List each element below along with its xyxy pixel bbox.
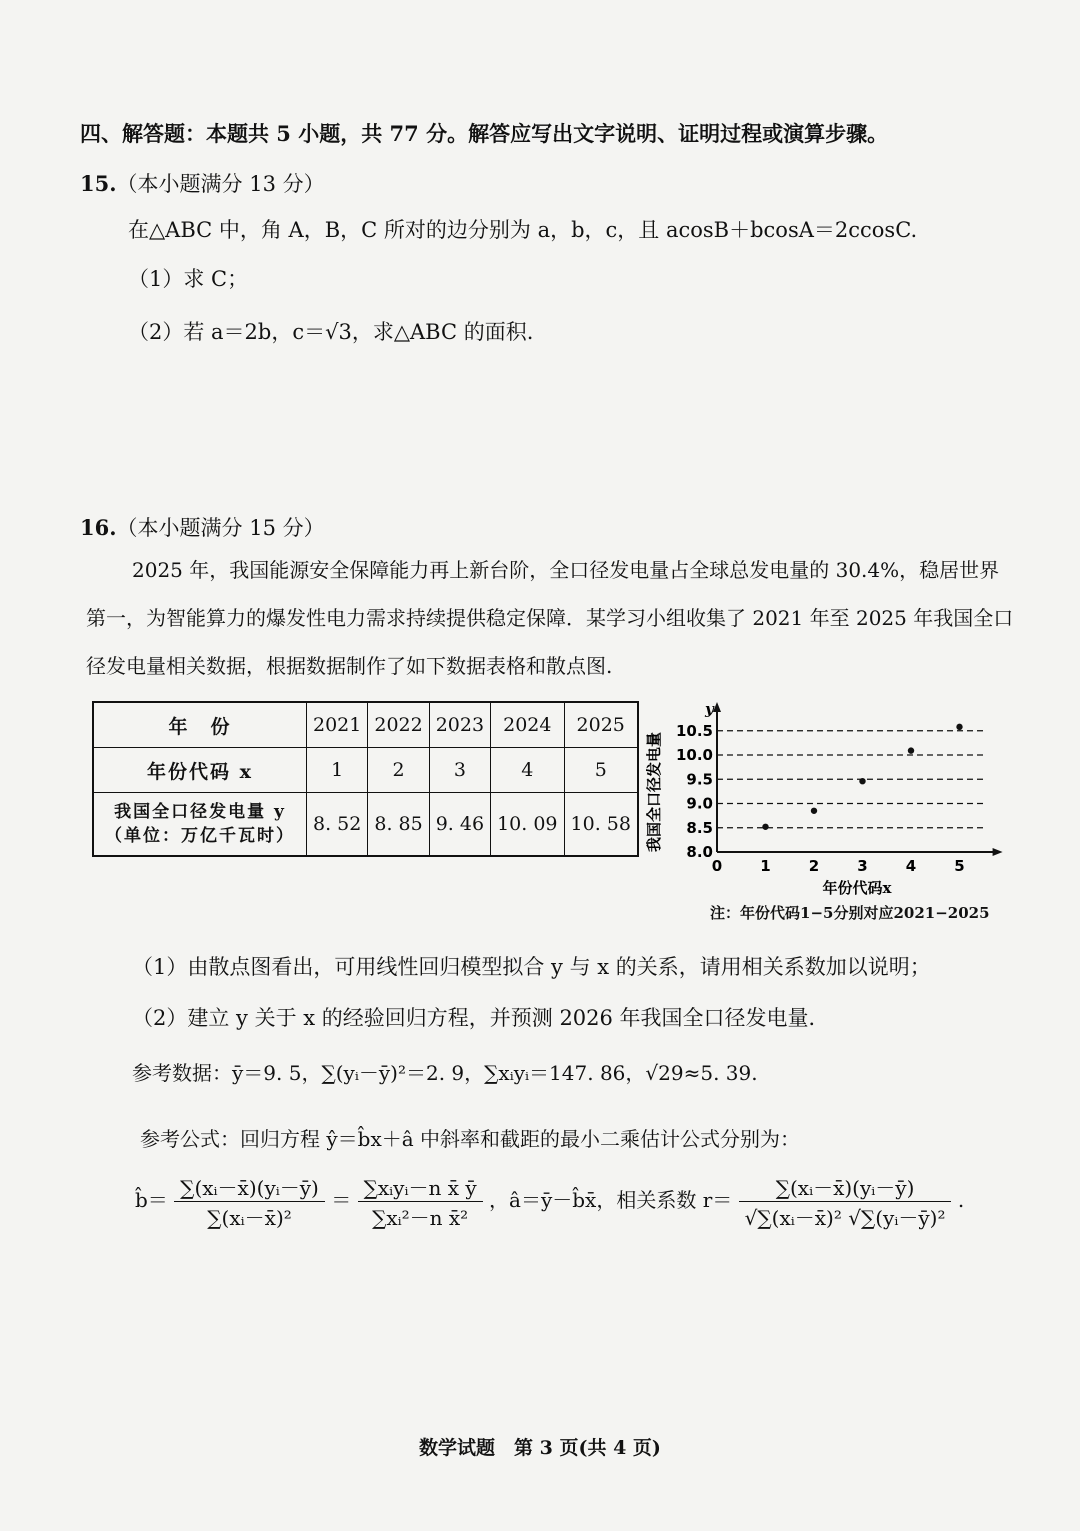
table-label-year: 年 份 bbox=[93, 702, 307, 748]
formula-frac-2 bbox=[358, 1172, 483, 1231]
table-cell: 4 bbox=[491, 748, 564, 793]
q16-part2: （2）建立 y 关于 x 的经验回归方程，并预测 2026 年我国全口径发电量． bbox=[132, 1006, 830, 1030]
formula-frac-1-den: ∑(xᵢ－x̄)² bbox=[207, 1206, 292, 1230]
formula-a: ，â＝ȳ－b̂x̄，相关系数 r＝ bbox=[489, 1188, 733, 1212]
q16-part1: （1）由散点图看出，可用线性回归模型拟合 y 与 x 的关系，请用相关系数加以说明； bbox=[132, 955, 931, 979]
formula-frac-2-num: ∑xᵢyᵢ－n x̄ ȳ bbox=[358, 1172, 483, 1202]
q15-header bbox=[80, 168, 325, 198]
formula-frac-r-den: √∑(xᵢ－x̄)² √∑(yᵢ－ȳ)² bbox=[744, 1206, 946, 1230]
y-tick-label: 9.0 bbox=[686, 794, 713, 813]
y-tick-label: 10.0 bbox=[675, 746, 713, 764]
q16-ref-data: 参考数据：ȳ＝9. 5，∑(yᵢ－ȳ)²＝2. 9，∑xᵢyᵢ＝147. 86，√29≈5. 39. bbox=[132, 1061, 758, 1085]
formula-b-lhs: b̂＝ bbox=[135, 1188, 168, 1212]
scatter-point bbox=[859, 778, 865, 784]
table-cell: 10. 09 bbox=[491, 793, 564, 857]
formula-frac-r bbox=[739, 1172, 952, 1231]
q16-header bbox=[80, 512, 325, 542]
table-cell: 2024 bbox=[491, 702, 564, 748]
q15-score: （本小题满分 13 分） bbox=[116, 172, 325, 196]
scatter-chart bbox=[645, 700, 1010, 900]
x-axis-label: 年份代码x bbox=[822, 879, 892, 897]
formula-frac-1 bbox=[174, 1172, 325, 1231]
scatter-point bbox=[956, 724, 962, 730]
q16-score: （本小题满分 15 分） bbox=[116, 516, 325, 540]
table-label-value bbox=[93, 793, 307, 857]
table-label-value-line2: （单位：万亿千瓦时） bbox=[105, 826, 295, 846]
table-cell: 2021 bbox=[307, 702, 368, 748]
q15-part2: （2）若 a＝2b，c＝√3，求△ABC 的面积. bbox=[128, 320, 534, 344]
table-cell: 2 bbox=[368, 748, 429, 793]
formula-frac-2-den: ∑xᵢ²－n x̄² bbox=[372, 1206, 469, 1230]
y-axis-label: 我国全口径发电量 bbox=[645, 731, 663, 853]
table-cell: 8. 52 bbox=[307, 793, 368, 857]
table-label-value-line1: 我国全口径发电量 y bbox=[114, 802, 286, 822]
table-cell: 10. 58 bbox=[564, 793, 638, 857]
table-row-value bbox=[93, 793, 638, 857]
scatter-point bbox=[762, 824, 768, 830]
data-table bbox=[92, 701, 639, 857]
q15-number: 15. bbox=[80, 171, 117, 196]
scatter-point bbox=[811, 808, 817, 814]
table-cell: 2025 bbox=[564, 702, 638, 748]
y-axis-variable: y bbox=[705, 700, 714, 718]
q16-ref-formula-intro: 参考公式：回归方程 ŷ＝b̂x＋â 中斜率和截距的最小二乘估计公式分别为： bbox=[140, 1127, 801, 1151]
y-tick-label: 10.5 bbox=[675, 721, 713, 740]
y-axis-arrow bbox=[713, 702, 721, 712]
y-tick-label: 9.5 bbox=[686, 770, 713, 789]
table-row-code bbox=[93, 748, 638, 793]
table-cell: 1 bbox=[307, 748, 368, 793]
formula-end: . bbox=[957, 1188, 965, 1212]
x-tick-label: 3 bbox=[857, 857, 868, 875]
x-tick-label: 2 bbox=[808, 857, 820, 875]
x-tick-label: 1 bbox=[760, 857, 771, 875]
x-tick-label: 0 bbox=[711, 857, 723, 875]
y-tick-label: 8.0 bbox=[686, 843, 713, 861]
q15-stem: 在△ABC 中，角 A，B，C 所对的边分别为 a，b，c，且 acosB＋bcosA＝2ccosC. bbox=[128, 218, 918, 242]
chart-note: 注：年份代码1−5分别对应2021−2025 bbox=[710, 904, 990, 922]
scatter-point bbox=[908, 747, 914, 753]
table-label-code: 年份代码 x bbox=[93, 748, 307, 793]
table-row-year bbox=[93, 702, 638, 748]
formula-frac-r-num: ∑(xᵢ－x̄)(yᵢ－ȳ) bbox=[739, 1172, 952, 1202]
table-cell: 2022 bbox=[368, 702, 429, 748]
x-tick-label: 5 bbox=[954, 857, 965, 875]
q16-stem: 2025 年，我国能源安全保障能力再上新台阶，全口径发电量占全球总发电量的 30.4%，稳居世界第一，为智能算力的爆发性电力需求持续提供稳定保障．某学习小组收集了 2021 年至 2025 年我国全口径发电量相关数据，根据数据制作了如下数据表格和散点图. bbox=[86, 558, 1014, 678]
y-tick-label: 8.5 bbox=[686, 818, 713, 837]
table-cell: 5 bbox=[564, 748, 638, 793]
section-header: 四、解答题：本题共 5 小题，共 77 分。解答应写出文字说明、证明过程或演算步骤。 bbox=[80, 121, 889, 146]
q15-part1: （1）求 C； bbox=[128, 267, 249, 291]
formula-eq: ＝ bbox=[331, 1188, 352, 1212]
table-cell: 3 bbox=[429, 748, 490, 793]
table-cell: 9. 46 bbox=[429, 793, 490, 857]
table-cell: 8. 85 bbox=[368, 793, 429, 857]
x-axis-arrow bbox=[993, 848, 1003, 856]
q16-number: 16. bbox=[80, 515, 117, 540]
formula-frac-1-num: ∑(xᵢ－x̄)(yᵢ－ȳ) bbox=[174, 1172, 325, 1202]
formula-block bbox=[135, 1172, 964, 1231]
x-tick-label: 4 bbox=[905, 857, 917, 875]
table-cell: 2023 bbox=[429, 702, 490, 748]
page-footer: 数学试题 第 3 页(共 4 页) bbox=[419, 1437, 661, 1459]
